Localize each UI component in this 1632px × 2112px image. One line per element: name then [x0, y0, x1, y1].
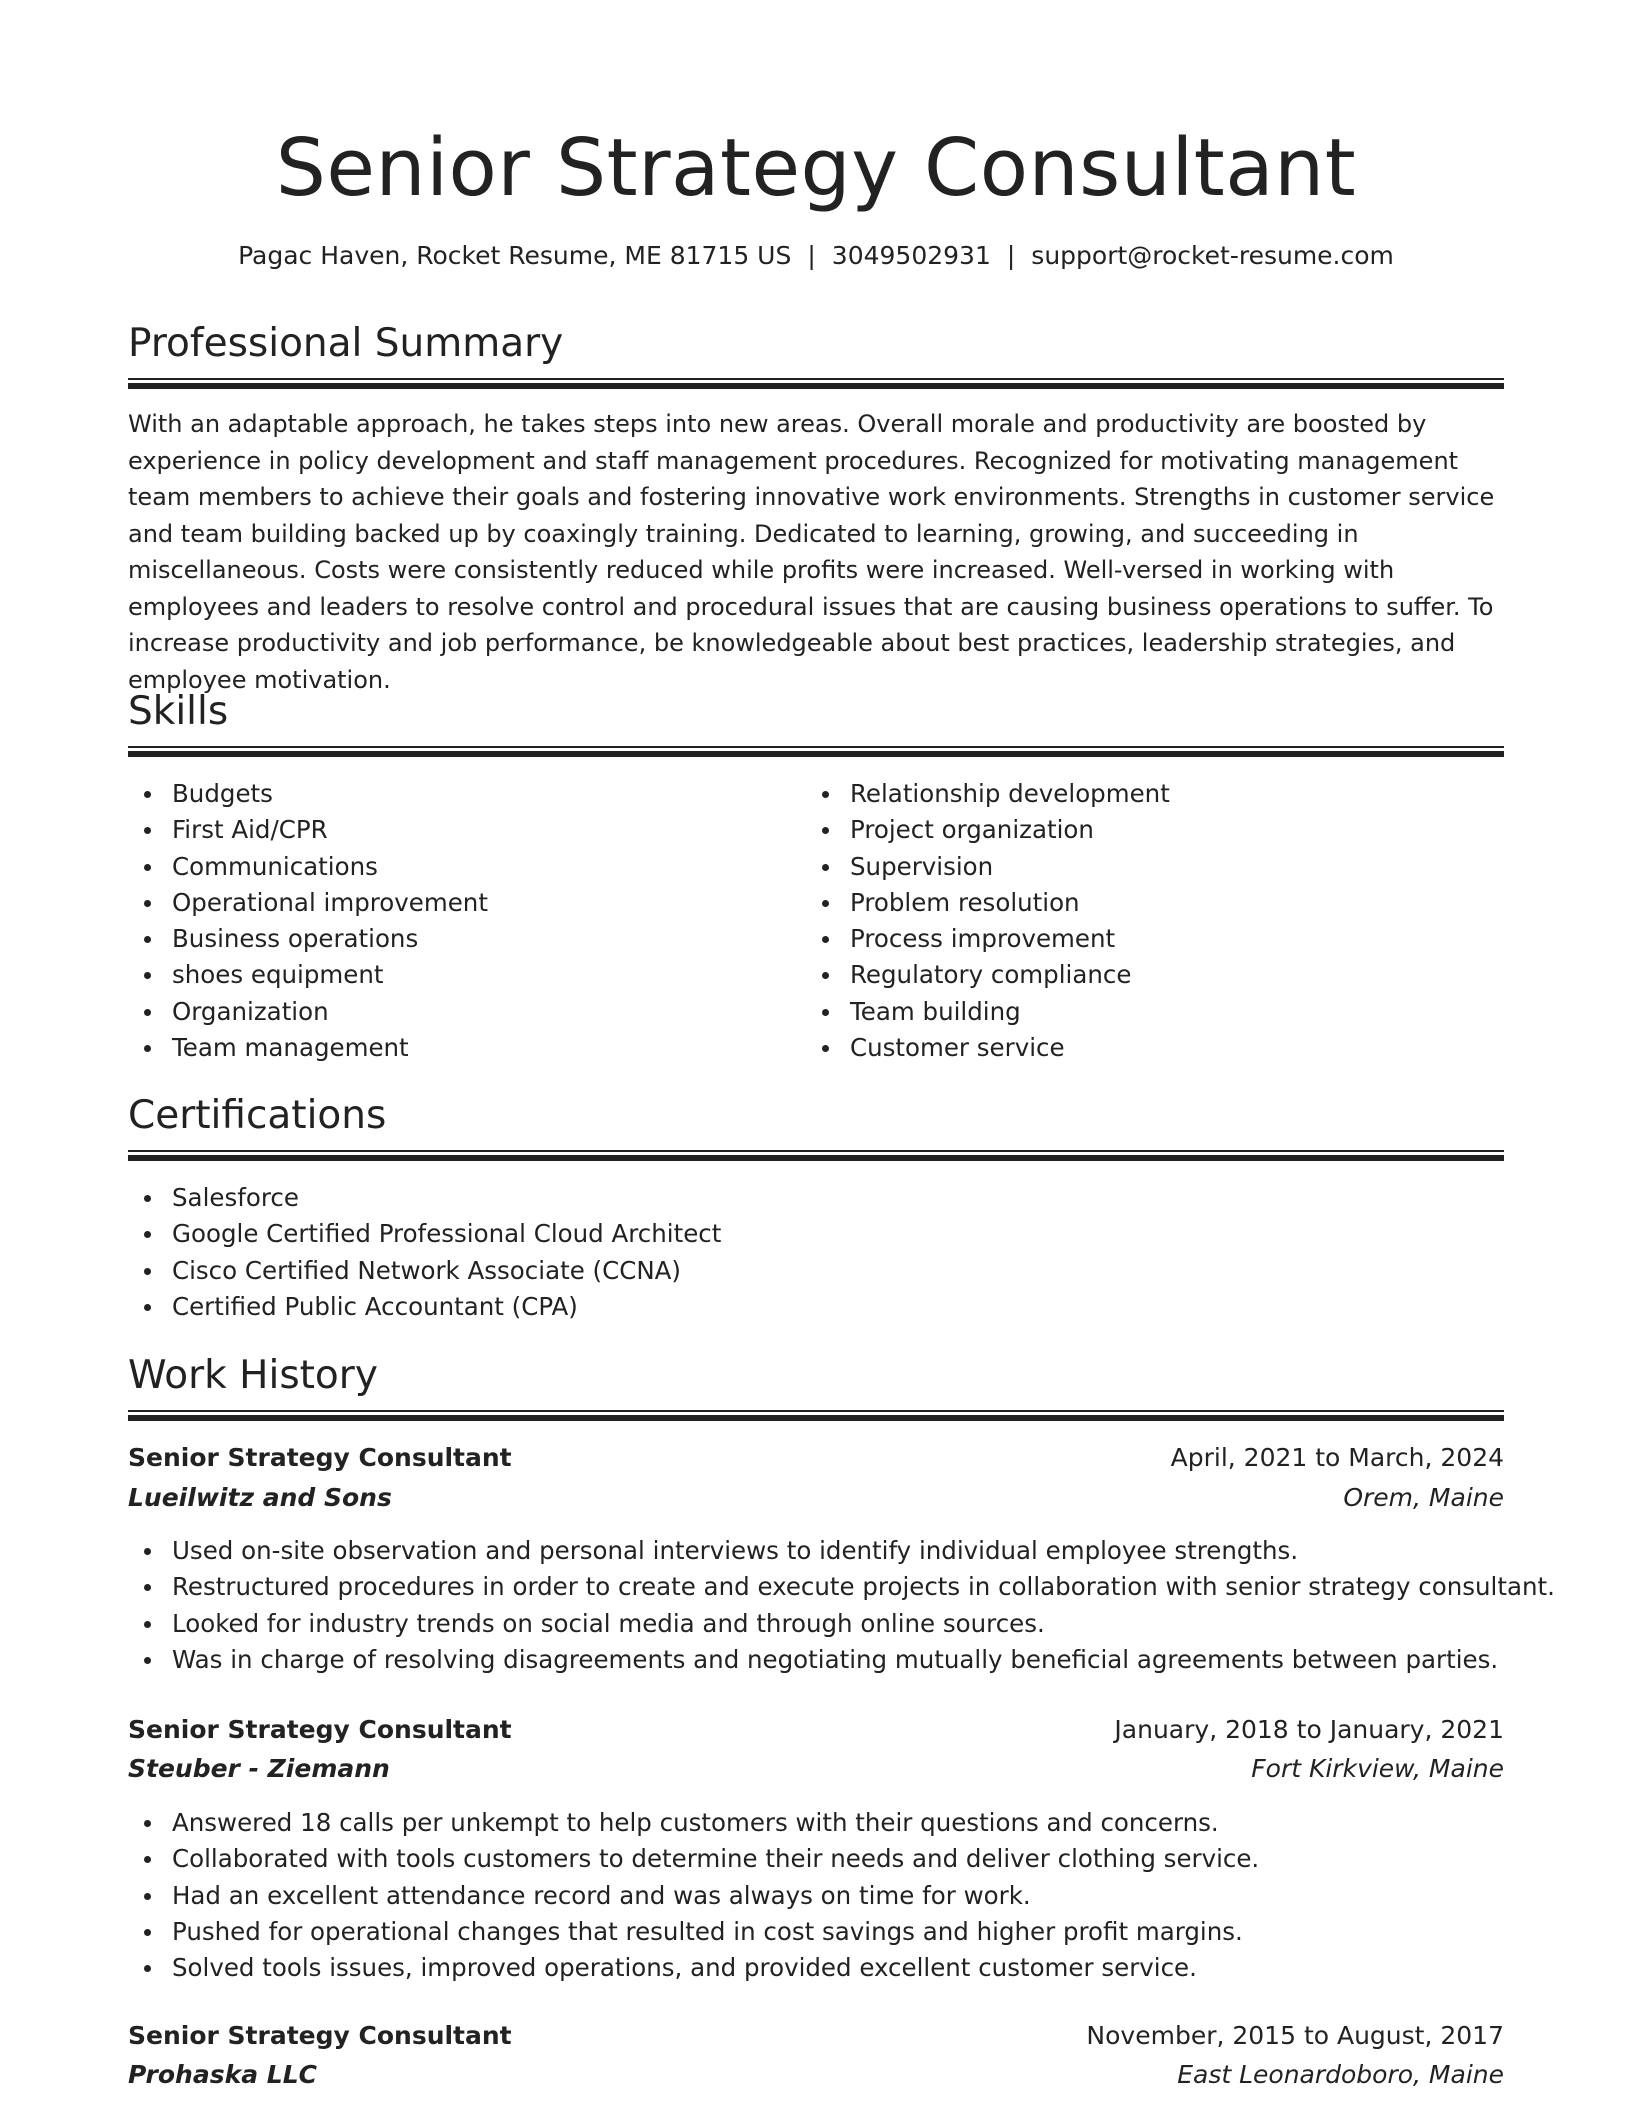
- skill-item: Team building: [806, 994, 1170, 1030]
- job-bullet: Restructured procedures in order to create and execute projects in collaboration with senior strategy consultant.: [128, 1569, 1555, 1605]
- job-bullet: Looked for industry trends on social media and through online sources.: [128, 1606, 1555, 1642]
- job-bullet: Solved tools issues, improved operations, and provided excellent customer service.: [128, 1950, 1259, 1986]
- certifications-list: [128, 1180, 721, 1325]
- job-dates: April, 2021 to March, 2024: [1170, 1443, 1504, 1472]
- skill-item: Relationship development: [806, 776, 1170, 812]
- skill-item: First Aid/CPR: [128, 812, 488, 848]
- job-location: Fort Kirkview, Maine: [1251, 1754, 1504, 1783]
- skill-item: shoes equipment: [128, 957, 488, 993]
- job-bullet: Was in charge of resolving disagreements and negotiating mutually beneficial agreements between parties.: [128, 1642, 1555, 1678]
- skill-item: Business operations: [128, 921, 488, 957]
- job-bullet: Had an excellent attendance record and was always on time for work.: [128, 1878, 1259, 1914]
- job-title: Senior Strategy Consultant: [128, 1443, 512, 1472]
- job-location: East Leonardoboro, Maine: [1177, 2060, 1504, 2089]
- skill-item: Process improvement: [806, 921, 1170, 957]
- section-divider: [128, 1150, 1504, 1161]
- skill-item: Project organization: [806, 812, 1170, 848]
- skill-item: Regulatory compliance: [806, 957, 1170, 993]
- skill-item: Supervision: [806, 849, 1170, 885]
- certification-item: Certified Public Accountant (CPA): [128, 1289, 721, 1325]
- job-bullet: Pushed for operational changes that resulted in cost savings and higher profit margins.: [128, 1914, 1259, 1950]
- contact-email: support@rocket-resume.com: [1031, 241, 1394, 270]
- resume-title: Senior Strategy Consultant: [275, 122, 1357, 214]
- contact-separator: |: [1006, 241, 1016, 270]
- skill-item: Customer service: [806, 1030, 1170, 1066]
- summary-heading: Professional Summary: [128, 321, 564, 366]
- skill-item: Budgets: [128, 776, 488, 812]
- contact-line: [128, 238, 1504, 274]
- job-company: Lueilwitz and Sons: [128, 1483, 392, 1512]
- contact-separator: |: [807, 241, 816, 270]
- job-bullet: Answered 18 calls per unkempt to help customers with their questions and concerns.: [128, 1805, 1259, 1841]
- skill-item: Organization: [128, 994, 488, 1030]
- job-title: Senior Strategy Consultant: [128, 1715, 512, 1744]
- skill-item: Operational improvement: [128, 885, 488, 921]
- job-dates: November, 2015 to August, 2017: [1086, 2021, 1504, 2050]
- contact-address: Pagac Haven, Rocket Resume, ME 81715 US: [238, 241, 792, 270]
- summary-text: With an adaptable approach, he takes steps into new areas. Overall morale and productivity are boosted by experience in policy development and staff management procedures. Recognized for motivating management team members to achieve their goals and fostering innovative work environments. Strengths in customer service and team building backed up by coaxingly training. Dedicated to learning, growing, and succeeding in miscellaneous. Costs were consistently reduced while profits were increased. Well-versed in working with employees and leaders to resolve control and procedural issues that are causing business operations to suffer. To increase productivity and job performance, be knowledgeable about best practices, leadership strategies, and employee motivation.: [128, 410, 1495, 694]
- job-company: Steuber - Ziemann: [128, 1754, 390, 1783]
- certification-item: Google Certified Professional Cloud Architect: [128, 1216, 721, 1252]
- section-divider: [128, 1410, 1504, 1421]
- job-bullet: Collaborated with tools customers to determine their needs and deliver clothing service.: [128, 1841, 1259, 1877]
- job-title: Senior Strategy Consultant: [128, 2021, 512, 2050]
- skills-list-right: [806, 776, 1170, 1066]
- certification-item: Salesforce: [128, 1180, 721, 1216]
- job-bullet: Used on-site observation and personal interviews to identify individual employee strengths.: [128, 1533, 1555, 1569]
- section-divider: [128, 378, 1504, 389]
- skill-item: Team management: [128, 1030, 488, 1066]
- skills-heading: Skills: [128, 689, 229, 734]
- certification-item: Cisco Certified Network Associate (CCNA): [128, 1253, 721, 1289]
- contact-phone: 3049502931: [831, 241, 991, 270]
- job-location: Orem, Maine: [1343, 1483, 1504, 1512]
- job-dates: January, 2018 to January, 2021: [1114, 1715, 1504, 1744]
- job-bullets: [128, 1805, 1259, 1986]
- section-divider: [128, 746, 1504, 757]
- job-company: Prohaska LLC: [128, 2060, 318, 2089]
- certifications-heading: Certifications: [128, 1093, 387, 1138]
- work-history-heading: Work History: [128, 1353, 378, 1398]
- skills-list-left: [128, 776, 488, 1066]
- job-bullets: [128, 1533, 1555, 1678]
- skill-item: Communications: [128, 849, 488, 885]
- skill-item: Problem resolution: [806, 885, 1170, 921]
